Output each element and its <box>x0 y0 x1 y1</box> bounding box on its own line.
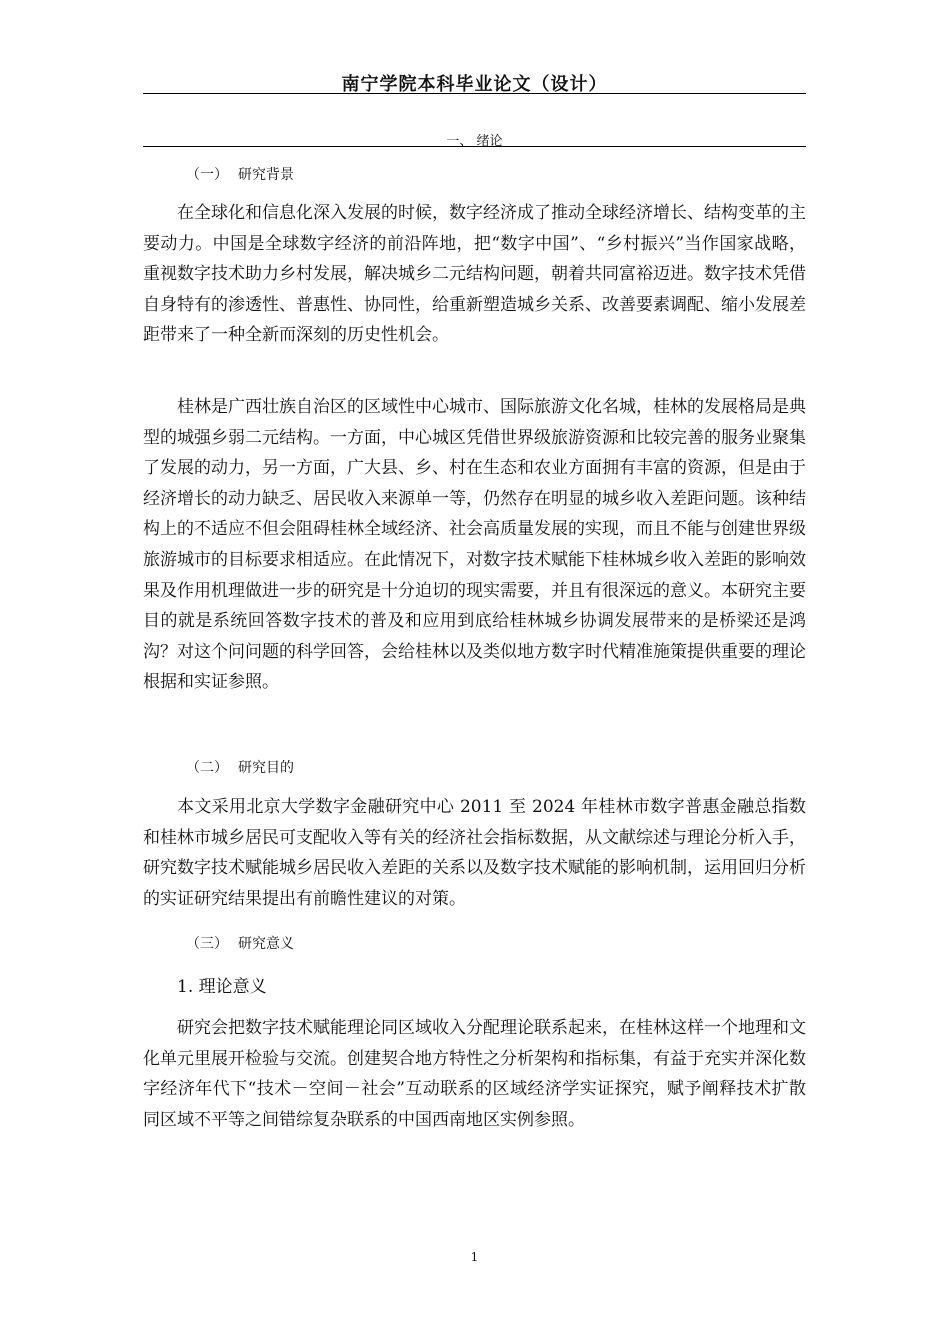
section-number: （三） <box>186 936 228 952</box>
subsection-title: 理论意义 <box>198 977 267 997</box>
header-title: 南宁学院本科毕业论文（设计） <box>341 74 608 95</box>
section-heading-background <box>186 164 294 184</box>
section-number: （一） <box>186 167 228 183</box>
section-number: （二） <box>186 760 228 776</box>
section-title: 研究意义 <box>238 936 294 952</box>
chapter-title: 一、 绪论 <box>446 134 503 149</box>
subsection-heading <box>177 972 267 997</box>
paragraph: 在全球化和信息化深入发展的时候，数字经济成了推动全球经济增长、结构变革的主要动力。中国是全球数字经济的前沿阵地，把“数字中国”、“乡村振兴”当作国家战略，重视数字技术助力乡村发展，解决城乡二元结构问题，朝着共同富裕迈进。数字技术凭借自身特有的渗透性、普惠性、协同性，给重新塑造城乡关系、改善要素调配、缩小发展差距带来了一种全新而深刻的历史性机会。 <box>143 203 806 346</box>
header-rule <box>143 93 806 94</box>
chapter-rule <box>143 146 806 147</box>
paragraph: 研究会把数字技术赋能理论同区域收入分配理论联系起来，在桂林这样一个地理和文化单元里展开检验与交流。创建契合地方特性之分析架构和指标集，有益于充实并深化数字经济年代下“技术－空间－社会”互动联系的区域经济学实证探究，赋予阐释技术扩散同区域不平等之间错综复杂联系的中国西南地区实例参照。 <box>143 1018 806 1130</box>
section-title: 研究目的 <box>238 760 294 776</box>
paragraph: 桂林是广西壮族自治区的区域性中心城市、国际旅游文化名城，桂林的发展格局是典型的城强乡弱二元结构。一方面，中心城区凭借世界级旅游资源和比较完善的服务业聚集了发展的动力，另一方面，广大县、乡、村在生态和农业方面拥有丰富的资源，但是由于经济增长的动力缺乏、居民收入来源单一等，仍然存在明显的城乡收入差距问题。该种结构上的不适应不但会阻碍桂林全域经济、社会高质量发展的实现，而且不能与创建世界级旅游城市的目标要求相适应。在此情况下，对数字技术赋能下桂林城乡收入差距的影响效果及作用机理做进一步的研究是十分迫切的现实需要，并且有很深远的意义。本研究主要目的就是系统回答数字技术的普及和应用到底给桂林城乡协调发展带来的是桥梁还是鸿沟？对这个问问题的科学回答，会给桂林以及类似地方数字时代精准施策提供重要的理论根据和实证参照。 <box>143 397 806 693</box>
subsection-number: 1. <box>177 977 194 997</box>
section-heading-significance <box>186 933 294 953</box>
section-heading-purpose <box>186 757 294 777</box>
page-number: 1 <box>470 1250 479 1264</box>
paragraph: 本文采用北京大学数字金融研究中心 2011 至 2024 年桂林市数字普惠金融总指数和桂林市城乡居民可支配收入等有关的经济社会指标数据，从文献综述与理论分析入手，研究数字技术赋能城乡居民收入差距的关系以及数字技术赋能的影响机制，运用回归分析的实证研究结果提出有前瞻性建议的对策。 <box>143 797 806 909</box>
section-title: 研究背景 <box>238 167 294 183</box>
